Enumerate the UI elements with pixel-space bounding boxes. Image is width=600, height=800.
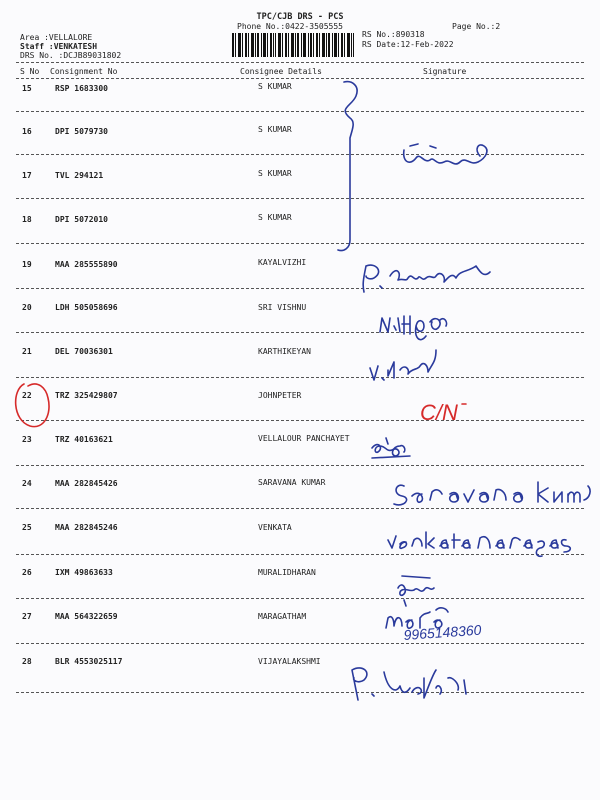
row-sno: 28 [22,657,32,666]
phone-number: Phone No.:0422-3505555 [237,22,343,31]
col-consignment: Consignment No [50,67,118,76]
row-consignment: TRZ 40163621 [55,435,113,444]
row-sno: 25 [22,523,32,532]
rs-date: RS Date:12-Feb-2022 [362,40,454,49]
row-consignee: KARTHIKEYAN [258,347,311,356]
row-sno: 19 [22,260,32,269]
row-sno: 24 [22,479,32,488]
signature-row26 [398,576,434,606]
bracket-mark [338,82,357,251]
row-consignee: MURALIDHARAN [258,568,316,577]
row-consignee: VIJAYALAKSHMI [258,657,321,666]
barcode-image [232,33,354,57]
document-title: TPC/CJB DRS - PCS [256,12,344,22]
header-divider [16,62,584,63]
signature-row24 [394,482,580,505]
row-consignment: MAA 564322659 [55,612,118,621]
row-consignment: BLR 4553025117 [55,657,123,666]
signature-row25 [388,532,570,556]
row-divider [16,465,584,466]
row-divider [16,643,584,644]
row-consignee: S KUMAR [258,82,292,91]
row-consignment: IXM 49863633 [55,568,113,577]
row-divider [16,692,584,693]
row-consignee: MARAGATHAM [258,612,307,621]
row-sno: 20 [22,303,32,312]
cn-mark: C/N [420,400,458,425]
row-consignee: VENKATA [258,523,292,532]
row-consignment: RSP 1683300 [55,84,108,93]
signature-row21 [370,350,436,380]
column-divider [16,78,584,79]
col-consignee: Consignee Details [240,67,322,76]
row-sno: 15 [22,84,32,93]
row-divider [16,332,584,333]
signature-row20 [380,316,447,340]
row-sno: 18 [22,215,32,224]
drs-number: DRS No. :DCJB89031802 [20,51,122,60]
row-divider [16,508,584,509]
col-sno: S No [20,67,40,76]
row-consignment: DPI 5079730 [55,127,108,136]
row-consignment: MAA 282845426 [55,479,118,488]
col-signature: Signature [423,67,467,76]
row-consignee: KAYALVIZHI [258,258,307,267]
row-consignment: DEL 70036301 [55,347,113,356]
row-sno: 27 [22,612,32,621]
area-label: Area :VELLALORE [20,33,93,42]
row-consignee: S KUMAR [258,125,292,134]
row-consignment: TRZ 325429807 [55,391,118,400]
handwritten-text-group [388,400,496,643]
staff-label: Staff :VENKATESH [20,42,98,51]
signature-row23 [372,438,410,458]
row-consignee: S KUMAR [258,169,292,178]
rs-number: RS No.:890318 [362,30,425,39]
page-number: Page No.:2 [452,22,501,31]
row-divider [16,243,584,244]
row-divider [16,377,584,378]
row-consignee: S KUMAR [258,213,292,222]
row-sno: 26 [22,568,32,577]
row-sno: 17 [22,171,32,180]
row-consignment: MAA 282845246 [55,523,118,532]
phone-handwritten: 9965148360 [403,621,482,643]
row-divider [16,554,584,555]
row-divider [16,420,584,421]
row-consignment: MAA 285555890 [55,260,118,269]
row-consignment: LDH 505058696 [55,303,118,312]
row-divider [16,111,584,112]
row-sno: 21 [22,347,32,356]
row-divider [16,598,584,599]
row-consignee: JOHNPETER [258,391,302,400]
row-sno: 16 [22,127,32,136]
row-divider [16,154,584,155]
row-divider [16,288,584,289]
row-consignee: SARAVANA KUMAR [258,478,326,487]
row-consignment: TVL 294121 [55,171,104,180]
row-sno: 23 [22,435,32,444]
row-sno: 22 [22,391,32,400]
row-consignment: DPI 5072010 [55,215,108,224]
signature-row27 [386,608,448,628]
row-consignee: SRI VISHNU [258,303,307,312]
row-divider [16,198,584,199]
row-consignee: VELLALOUR PANCHAYET [258,434,350,443]
